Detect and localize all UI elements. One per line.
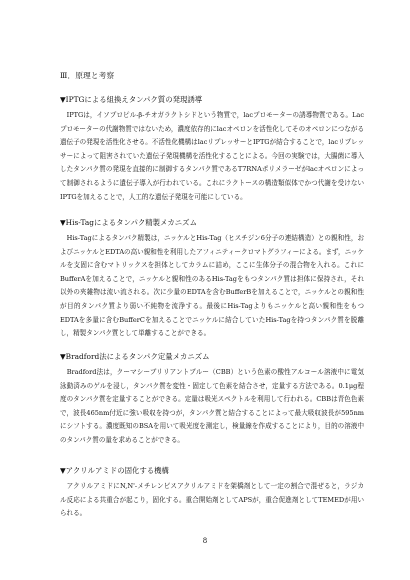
section-iptg [60, 95, 364, 204]
page-number: 8 [202, 537, 208, 545]
section-title: ▼Bradford法によるタンパク定量メカニズム [60, 352, 210, 361]
section-title: ▼アクリルアミドの固化する機構 [60, 466, 169, 475]
section-body: His-Tagによるタンパク精製は，ニッケルとHis-Tag（ヒスチジン6分子の連結構造）との親和性，およびニッケルとEDTAの高い親和性を利用したアフィニティークロマトグラフィーによる。まず，ニッケルを支固に含むマトリックスを担体としてカラムに詰め，ここに生体分子の混合物を入れる。これにBufferAを加えることで，ニッケルと親和性のあるHis-Tagをもつタンパク質は担体に保持され，それ以外の夾雑物は流い流される。次に少量のEDTAを含むBufferBを加えることで，ニッケルとの親和性が目的タンパク質より弱い不純物を流浄する。最後にHis-Tagよりもニッケルと高い親和性をもつEDTAを多量に含むBufferCを加えることでニッケルに結合していたHis-Tagを持つタンパク質を脱離し，精製タンパク質として単離することができる。 [60, 234, 364, 338]
section-body: Bradford法は，クーマシーブリリアントブルー（CBB）という色素の酸性アルコール溶液中に電気泳動済みのゲルを浸し，タンパク質を変性・固定して色素を結合させ，定量する方法である。0.1μg程度のタンパク質を定量することができる。定量は吸光スペクトルを利用して行われる。CBBは青色色素で，波長465nm付近に強い吸収を持つが，タンパク質と結合することによって最大吸収波長が595nmにシフトする。濃度既知のBSAを用いて吸光度を測定し，検量線を作成することにより，目的の溶液中のタンパク質の量を求めることができる。 [60, 368, 364, 444]
section-his-tag [60, 218, 364, 341]
section-title: ▼His-Tagによるタンパク精製メカニズム [60, 218, 197, 227]
chapter-heading: Ⅲ．原理と考察 [60, 71, 115, 80]
section-acrylamide [60, 466, 364, 521]
section-bradford [60, 352, 364, 448]
section-title: ▼IPTGによる組換えタンパク質の発現誘導 [60, 95, 203, 104]
section-body: アクリルアミドにN,N'-メチレンビスアクリルアミドを架橋剤として一定の割合で混ぜると，ラジカル反応による共重合が起こり，固化する。重合開始剤としてAPSが，重合促進剤としてTEMEDが用いられる。 [60, 482, 364, 518]
section-body: IPTGは，イソプロピル-β-チオガラクトシドという物質で，lacプロモーターの誘導物質である。Lacプロモーターの代謝物質ではないため，濃度依存的にlacオペロンを活性化してそのオペロンにつながる遺伝子の発現を活性化させる。不活性化機構はlacリプレッサーとIPTGが結合することで，lacリプレッサーによって阻害されていた遺伝子発現機構を活性化することによる。今回の実験では，大腸菌に導入したタンパク質の発現を直接的に制御するタンパク質であるT7RNAポリメラーゼがlacオペロンによって制御されるように遺伝子導入が行われている。これにラクトースの構造類似体でかつ代謝を受けないIPTGを加えることで，人工的な遺伝子発現を可能にしている。 [60, 111, 364, 201]
